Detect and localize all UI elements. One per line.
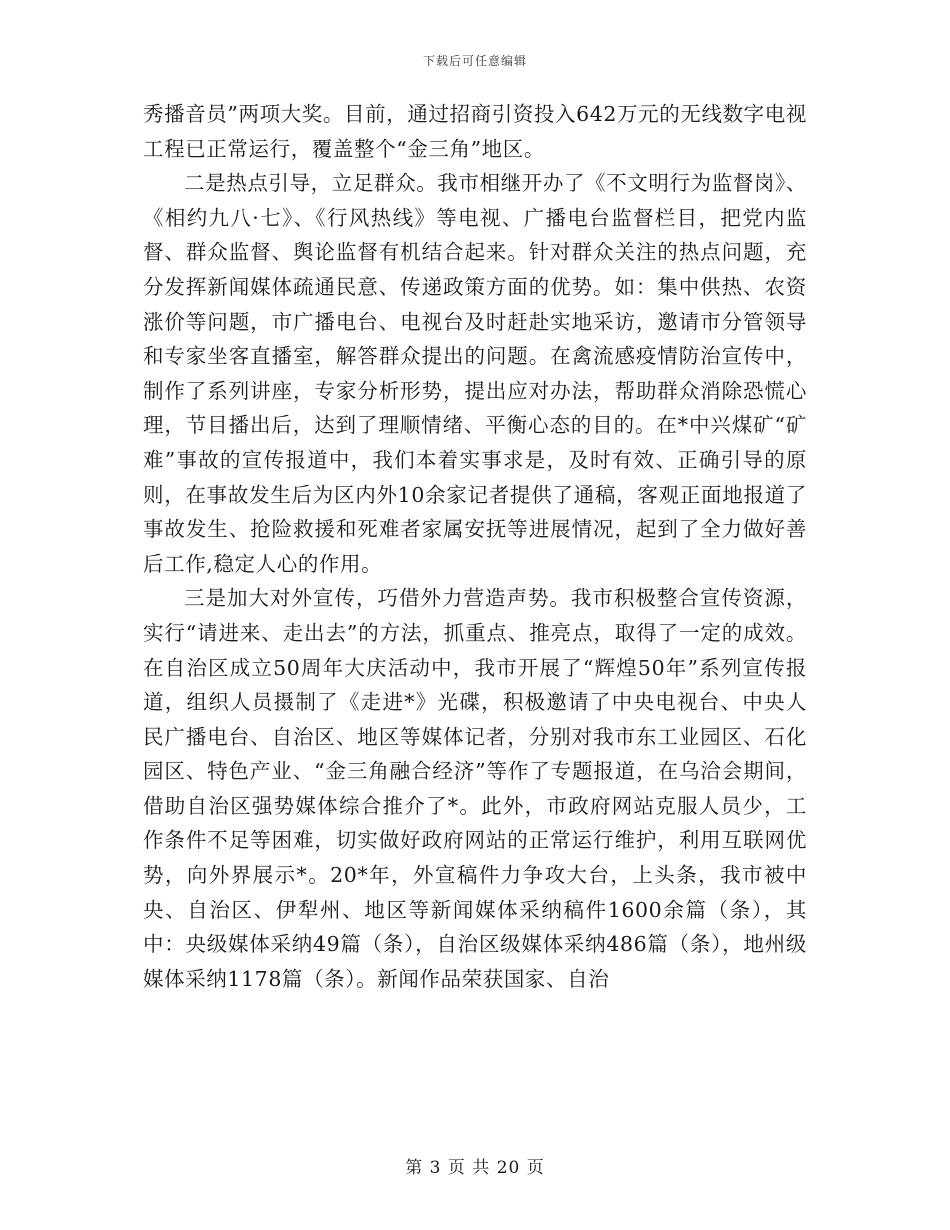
paragraph-hotspot-guidance: 二是热点引导，立足群众。我市相继开办了《不文明行为监督岗》、《相约九八·七》、《行风热线》等电视、广播电台监督栏目，把党内监督、群众监督、舆论监督有机结合起来。针对群众关注的热点问题，充分发挥新闻媒体疏通民意、传递政策方面的优势。如：集中供热、农资涨价等问题，市广播电台、电视台及时赶赴实地采访，邀请市分管领导和专家坐客直播室，解答群众提出的问题。在禽流感疫情防治宣传中，制作了系列讲座，专家分析形势，提出应对办法，帮助群众消除恐慌心理，节目播出后，达到了理顺情绪、平衡心态的目的。在*中兴煤矿“矿难”事故的宣传报道中，我们本着实事求是，及时有效、正确引导的原则，在事故发生后为区内外10余家记者提供了通稿，客观正面地报道了事故发生、抢险救援和死难者家属安抚等进展情况，起到了全力做好善后工作,稳定人心的作用。 [143, 171, 807, 576]
document-body [143, 97, 807, 996]
paragraph-continuation: 秀播音员”两项大奖。目前，通过招商引资投入642万元的无线数字电视工程已正常运行，覆盖整个“金三角”地区。 [143, 102, 807, 161]
page-header-note: 下载后可任意编辑 [422, 54, 527, 68]
page-number-footer: 第 3 页 共 20 页 [405, 1158, 545, 1178]
paragraph-external-publicity: 三是加大对外宣传，巧借外力营造声势。我市积极整合宣传资源，实行“请进来、走出去”的方法，抓重点、推亮点，取得了一定的成效。在自治区成立50周年大庆活动中，我市开展了“辉煌50年”系列宣传报道，组织人员摄制了《走进*》光碟，积极邀请了中央电视台、中央人民广播电台、自治区、地区等媒体记者，分别对我市东工业园区、石化园区、特色产业、“金三角融合经济”等作了专题报道，在乌洽会期间，借助自治区强势媒体综合推介了*。此外，市政府网站克服人员少，工作条件不足等困难，切实做好政府网站的正常运行维护，利用互联网优势，向外界展示*。20*年，外宣稿件力争攻大台，上头条，我市被中央、自治区、伊犁州、地区等新闻媒体采纳稿件1600余篇（条），其中：央级媒体采纳49篇（条），自治区级媒体采纳486篇（条），地州级媒体采纳1178篇（条）。新闻作品荣获国家、自治 [143, 586, 807, 991]
